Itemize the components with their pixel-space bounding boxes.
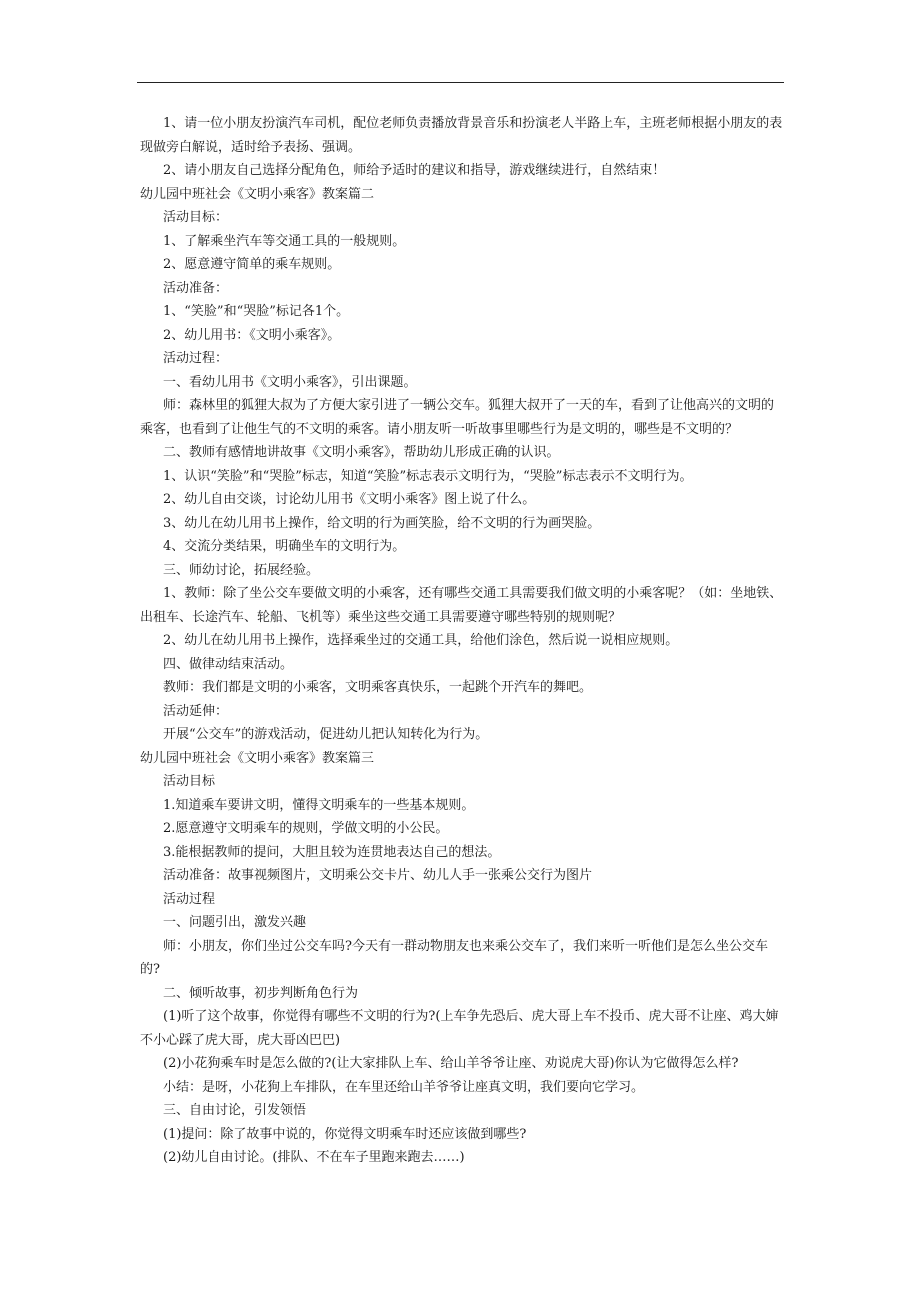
paragraph: 1、认识“笑脸”和“哭脸”标志，知道“笑脸”标志表示文明行为，“哭脸”标志表示不文明行为。 <box>163 468 693 484</box>
paragraph: 三、师幼讨论，拓展经验。 <box>163 562 320 578</box>
paragraph: 师：森林里的狐狸大叔为了方便大家引进了一辆公交车。狐狸大叔开了一天的车，看到了让他高兴的文明的乘客，也看到了让他生气的不文明的乘客。请小朋友听一听故事里哪些行为是文明的，哪些是不文明的？ <box>140 398 775 437</box>
paragraph: 活动延伸： <box>163 703 229 719</box>
paragraph: 二、教师有感情地讲故事《文明小乘客》，帮助幼儿形成正确的认识。 <box>163 445 560 460</box>
paragraph: (2)小花狗乘车时是怎么做的?(让大家排队上车、给山羊爷爷让座、劝说虎大哥)你认为它做得怎么样? <box>163 1056 739 1071</box>
paragraph: 开展“公交车”的游戏活动，促进幼儿把认知转化为行为。 <box>163 727 489 742</box>
paragraph: 2、请小朋友自己选择分配角色，师给予适时的建议和指导，游戏继续进行，自然结束！ <box>163 163 666 178</box>
paragraph: 活动过程 <box>163 891 216 907</box>
document-body <box>140 112 784 1170</box>
paragraph: 教师：我们都是文明的小乘客，文明乘客真快乐，一起跳个开汽车的舞吧。 <box>163 680 593 695</box>
section-heading: 幼儿园中班社会《文明小乘客》教案篇二 <box>140 186 375 202</box>
paragraph: 活动过程： <box>163 351 229 366</box>
paragraph: 二、倾听故事，初步判断角色行为 <box>163 985 359 1001</box>
paragraph: 一、看幼儿用书《文明小乘客》，引出课题。 <box>163 374 417 390</box>
paragraph: 1.知道乘车要讲文明，懂得文明乘车的一些基本规则。 <box>163 797 475 813</box>
paragraph: 3.能根据教师的提问，大胆且较为连贯地表达自己的想法。 <box>163 844 501 860</box>
paragraph: 活动准备： <box>163 280 229 296</box>
paragraph: (1)提问：除了故事中说的，你觉得文明乘车时还应该做到哪些? <box>163 1126 527 1142</box>
paragraph: 1、了解乘坐汽车等交通工具的一般规则。 <box>163 233 406 249</box>
paragraph: 活动准备：故事视频图片，文明乘公交卡片、幼儿人手一张乘公交行为图片 <box>163 868 593 883</box>
paragraph: 3、幼儿在幼儿用书上操作，给文明的行为画笑脸，给不文明的行为画哭脸。 <box>163 515 601 531</box>
header-rule <box>137 82 784 83</box>
paragraph: 师：小朋友，你们坐过公交车吗?今天有一群动物朋友也来乘公交车了，我们来听一听他们是怎么坐公交车的? <box>140 938 768 977</box>
paragraph: 小结：是呀，小花狗上车排队，在车里还给山羊爷爷让座真文明，我们要向它学习。 <box>163 1079 645 1095</box>
paragraph: 2、幼儿在幼儿用书上操作，选择乘坐过的交通工具，给他们涂色，然后说一说相应规则。 <box>163 633 679 648</box>
paragraph: 2、愿意遵守简单的乘车规则。 <box>163 257 341 272</box>
paragraph: 1、“笑脸”和“哭脸”标记各1个。 <box>163 304 350 319</box>
paragraph: 活动目标 <box>163 774 216 789</box>
paragraph: 2、幼儿用书：《文明小乘客》。 <box>163 327 341 343</box>
paragraph: 1、请一位小朋友扮演汽车司机，配位老师负责播放背景音乐和扮演老人半路上车，主班老师根据小朋友的表现做旁白解说，适时给予表扬、强调。 <box>140 116 783 155</box>
paragraph: 三、自由讨论，引发领悟 <box>163 1103 307 1118</box>
paragraph: 4、交流分类结果，明确坐车的文明行为。 <box>163 539 406 554</box>
paragraph: 1、教师：除了坐公交车要做文明的小乘客，还有哪些交通工具需要我们做文明的小乘客呢？（如：坐地铁、出租车、长途汽车、轮船、飞机等）乘坐这些交通工具需要遵守哪些特别的规则呢？ <box>140 586 783 625</box>
section-heading: 幼儿园中班社会《文明小乘客》教案篇三 <box>140 750 375 766</box>
paragraph: 2.愿意遵守文明乘车的规则，学做文明的小公民。 <box>163 821 449 836</box>
paragraph: 2、幼儿自由交谈，讨论幼儿用书《文明小乘客》图上说了什么。 <box>163 492 536 507</box>
paragraph: 活动目标： <box>163 210 229 225</box>
paragraph: (1)听了这个故事，你觉得有哪些不文明的行为?(上车争先恐后、虎大哥上车不投币、虎大哥不让座、鸡大婶不小心踩了虎大哥，虎大哥凶巴巴) <box>140 1009 779 1048</box>
paragraph: 一、问题引出，激发兴趣 <box>163 915 307 930</box>
paragraph: (2)幼儿自由讨论。(排队、不在车子里跑来跑去……) <box>163 1150 465 1165</box>
paragraph: 四、做律动结束活动。 <box>163 656 294 672</box>
